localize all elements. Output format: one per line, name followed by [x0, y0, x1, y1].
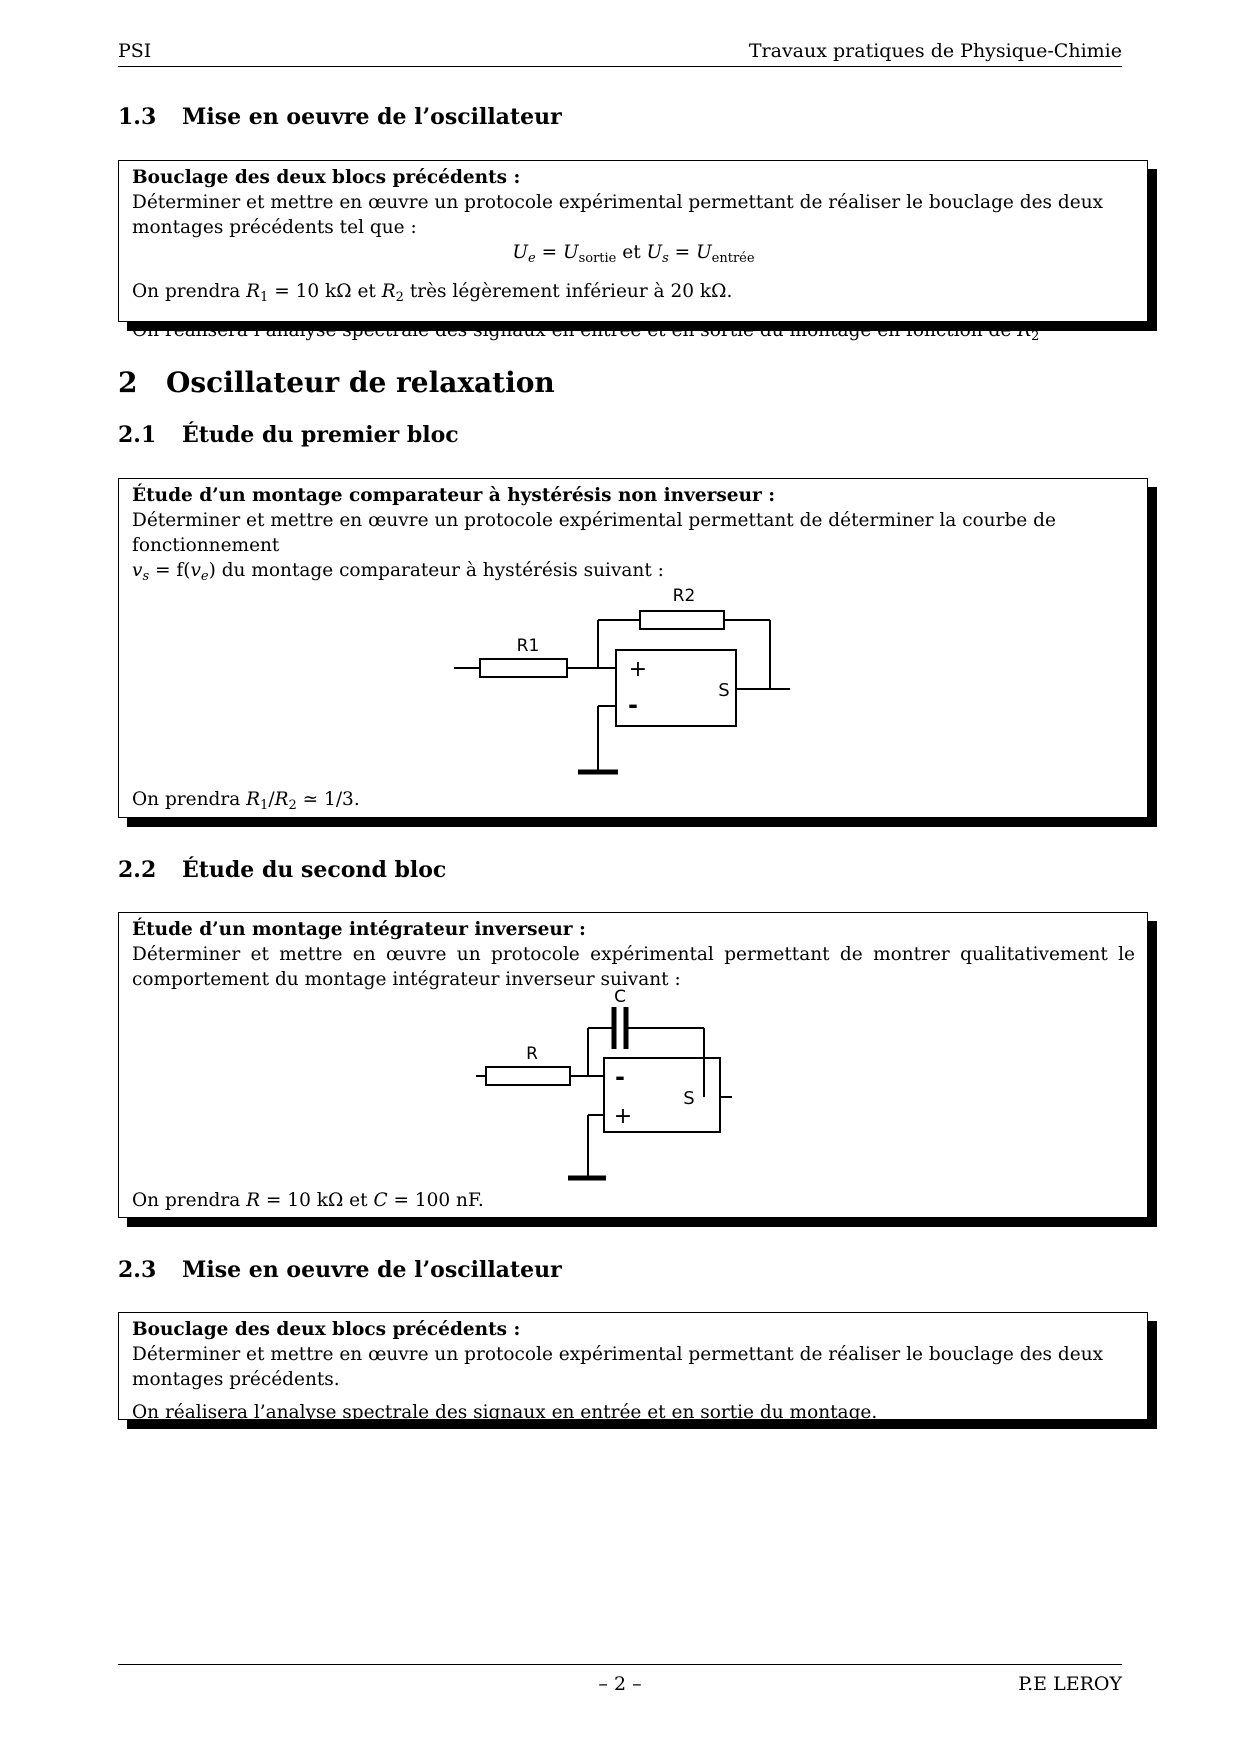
box-note [132, 787, 360, 818]
text: On prendra [132, 789, 247, 810]
math-var: R [274, 789, 289, 810]
math-sub: 2 [395, 290, 404, 305]
footer-author: P.E LEROY [1018, 1673, 1122, 1695]
eq-term: U [562, 242, 579, 263]
section-heading-1-3 [118, 104, 562, 130]
math-sub: 2 [1031, 329, 1040, 344]
plus-sign: + [613, 1104, 633, 1129]
section-number: 2.2 [118, 857, 157, 883]
text: On prendra [132, 281, 247, 302]
section-number: 1.3 [118, 104, 157, 130]
eq-sub: e [528, 251, 536, 266]
output-label: S [683, 1088, 695, 1109]
label-r: R [526, 1044, 538, 1064]
label-r2: R2 [672, 586, 696, 606]
section-title: Étude du second bloc [182, 857, 447, 883]
math-sub: s [142, 569, 150, 584]
math-var: R [246, 281, 261, 302]
box-title: Étude d’un montage intégrateur inverseur : [132, 919, 586, 940]
page-header [118, 40, 1122, 67]
text: = f( [149, 560, 191, 581]
eq-and: et [616, 242, 647, 263]
box-line: On réalisera l’analyse spectrale des signaux en entrée et en sortie du montage. [132, 1402, 878, 1423]
section-heading-2-3 [118, 1257, 562, 1283]
section-title: Mise en oeuvre de l’oscillateur [182, 1257, 562, 1283]
text: ) du montage comparateur à hystérésis suivant : [208, 560, 664, 581]
box-text: Déterminer et mettre en œuvre un protocole expérimental permettant de déterminer la courbe de fonctionnement [132, 510, 1056, 556]
math-var: R [1017, 320, 1032, 341]
eq-sign: = [668, 242, 697, 263]
task-box-4 [118, 1312, 1148, 1423]
section-number: 2 [118, 366, 138, 399]
label-c: C [614, 987, 626, 1007]
text: très légèrement inférieur à 20 kΩ. [403, 281, 733, 302]
math-sub: 1 [260, 290, 269, 305]
box-title: Étude d’un montage comparateur à hystérésis non inverseur : [132, 485, 776, 506]
eq-sub: sortie [578, 251, 617, 266]
resistor-r [486, 1067, 570, 1085]
box-note [132, 1188, 484, 1213]
math-sub: 2 [288, 798, 297, 813]
box-text: Déterminer et mettre en œuvre un protocole expérimental permettant de réaliser le bouclage des deux montages précédents. [132, 1344, 1104, 1390]
text: = 100 nF. [387, 1190, 484, 1211]
text: On réalisera l’analyse spectrale des signaux en entrée et en sortie du montage en fonction de [132, 320, 1018, 341]
section-heading-2-2 [118, 857, 446, 883]
header-left: PSI [118, 40, 152, 62]
minus-sign: - [628, 691, 638, 719]
section-heading-2-1 [118, 422, 459, 448]
eq-sub: entrée [711, 251, 755, 266]
math-var: R [246, 1190, 261, 1211]
math-var: R [246, 789, 261, 810]
eq-sub: s [662, 251, 669, 266]
equation [132, 240, 1135, 271]
box-text: Déterminer et mettre en œuvre un protocole expérimental permettant de montrer qualitativement le comportement du montage intégrateur inverseur suivant : [132, 944, 1135, 990]
box-line [132, 318, 1135, 349]
comparator-circuit-diagram [440, 575, 820, 785]
section-title: Étude du premier bloc [182, 422, 459, 448]
eq-sign: = [535, 242, 563, 263]
output-label: S [718, 680, 730, 701]
integrator-circuit-diagram [470, 985, 810, 1185]
math-var: v [132, 560, 143, 581]
math-var: v [190, 560, 201, 581]
box-text: Déterminer et mettre en œuvre un protocole expérimental permettant de réaliser le bouclage des deux montages précédents tel que : [132, 192, 1104, 238]
task-box-1 [118, 160, 1148, 344]
section-number: 2.1 [118, 422, 157, 448]
eq-term: U [512, 242, 529, 263]
section-number: 2.3 [118, 1257, 157, 1283]
text: = 10 kΩ et [268, 281, 382, 302]
page-footer [118, 1664, 1122, 1695]
plus-sign: + [628, 657, 648, 682]
math-sub: 1 [260, 798, 269, 813]
math-sub: e [200, 569, 209, 584]
text: = 10 kΩ et [260, 1190, 374, 1211]
section-title: Mise en oeuvre de l’oscillateur [182, 104, 562, 130]
section-title: Oscillateur de relaxation [166, 366, 555, 399]
resistor-r2 [640, 611, 724, 629]
box-line [132, 279, 1135, 310]
header-right: Travaux pratiques de Physique-Chimie [748, 40, 1122, 62]
eq-term: U [646, 242, 663, 263]
box-title: Bouclage des deux blocs précédents : [132, 1319, 521, 1340]
minus-sign: - [615, 1063, 625, 1091]
resistor-r1 [480, 659, 567, 677]
math-var: C [373, 1190, 388, 1211]
math-var: R [381, 281, 396, 302]
text: On prendra [132, 1190, 247, 1211]
box-title: Bouclage des deux blocs précédents : [132, 167, 521, 188]
text: ≃ 1/3. [296, 789, 360, 810]
eq-term: U [696, 242, 712, 263]
text: / [268, 789, 275, 810]
section-heading-2 [118, 366, 555, 399]
page-number: – 2 – [598, 1673, 642, 1695]
label-r1: R1 [516, 636, 540, 656]
